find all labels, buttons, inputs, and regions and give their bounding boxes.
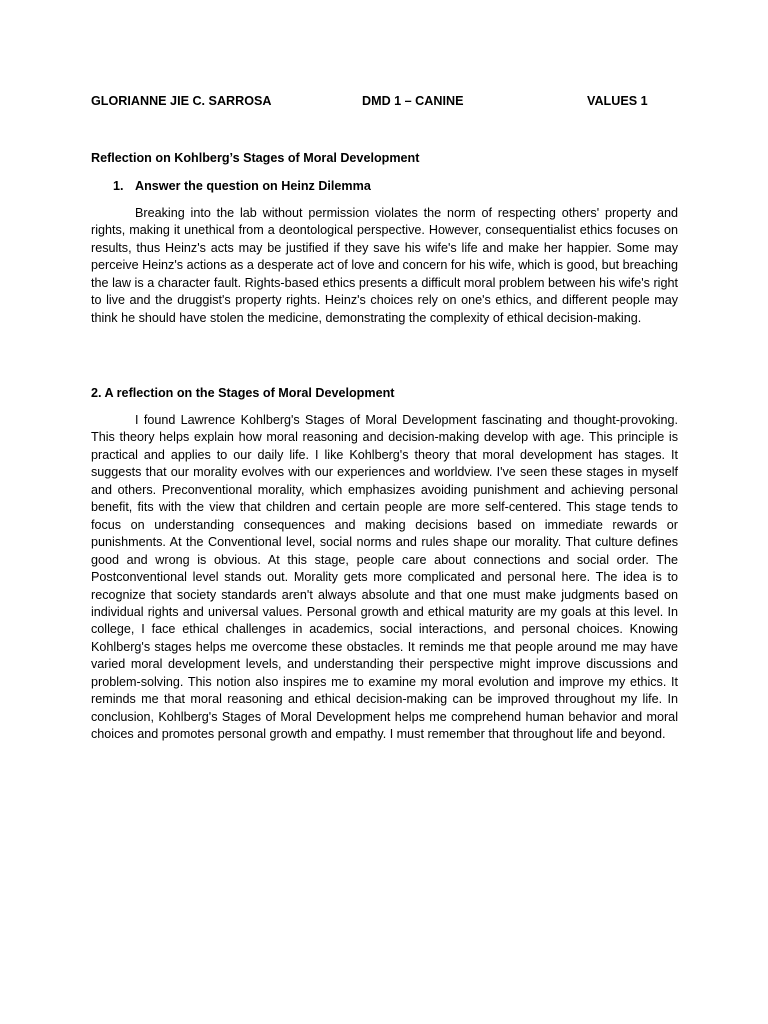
course-label: DMD 1 – CANINE <box>362 94 464 108</box>
section-1-number: 1. <box>113 179 124 193</box>
subject-label: VALUES 1 <box>587 94 648 108</box>
section-2-paragraph: I found Lawrence Kohlberg's Stages of Moral Development fascinating and thought-provoking. This theory helps explain how moral reasoning and decision-making develop with age. This principle is practical and applies to our daily life. I like Kohlberg's theory that moral development has stages. It suggests that our morality evolves with our experiences and worldview. I've seen these stages in myself and others. Preconventional morality, which emphasizes avoiding punishment and achieving personal benefit, fits with the view that children and certain people are more self-centered. This stage tends to focus on understanding consequences and making decisions based on immediate rewards or punishments. At the Conventional level, social norms and rules shape our morality. That culture defines good and wrong is obvious. At this stage, people care about connections and social order. The Postconventional level stands out. Morality gets more complicated and personal here. The idea is to recognize that society standards aren't always absolute and that one must make judgments based on individual rights and universal values. Personal growth and ethical maturity are my goals at this level. In college, I face ethical challenges in academics, social interactions, and personal choices. Knowing Kohlberg's stages helps me overcome these obstacles. It reminds me that people around me may have varied moral development levels, and understanding their perspective might improve discussions and problem-solving. This notion also inspires me to examine my moral evolution and improve my ethics. It reminds me that moral reasoning and ethical decision-making can be improved throughout my life. In conclusion, Kohlberg's Stages of Moral Development helps me comprehend human behavior and moral choices and promotes personal growth and empathy. I must remember that throughout life and beyond. <box>91 413 678 742</box>
document-title: Reflection on Kohlberg’s Stages of Moral Development <box>91 151 420 165</box>
section-2-heading: 2. A reflection on the Stages of Moral Development <box>91 386 395 400</box>
section-1-heading-text: Answer the question on Heinz Dilemma <box>135 179 371 193</box>
student-name: GLORIANNE JIE C. SARROSA <box>91 94 272 108</box>
document-header <box>91 93 681 111</box>
section-1-paragraph: Breaking into the lab without permission violates the norm of respecting others' property and rights, making it unethical from a deontological perspective. However, consequentialist ethics focuses on results, thus Heinz's acts may be justified if they save his wife's life and make her happier. Some may perceive Heinz's actions as a desperate act of love and concern for his wife, which is good, but breaching the law is a character fault. Rights-based ethics presents a difficult moral problem between his wife's right to live and the druggist's property rights. Heinz's choices rely on one's ethics, and different people may think he should have stolen the medicine, demonstrating the complexity of ethical decision-making. <box>91 206 678 325</box>
section-1-heading <box>113 178 371 194</box>
